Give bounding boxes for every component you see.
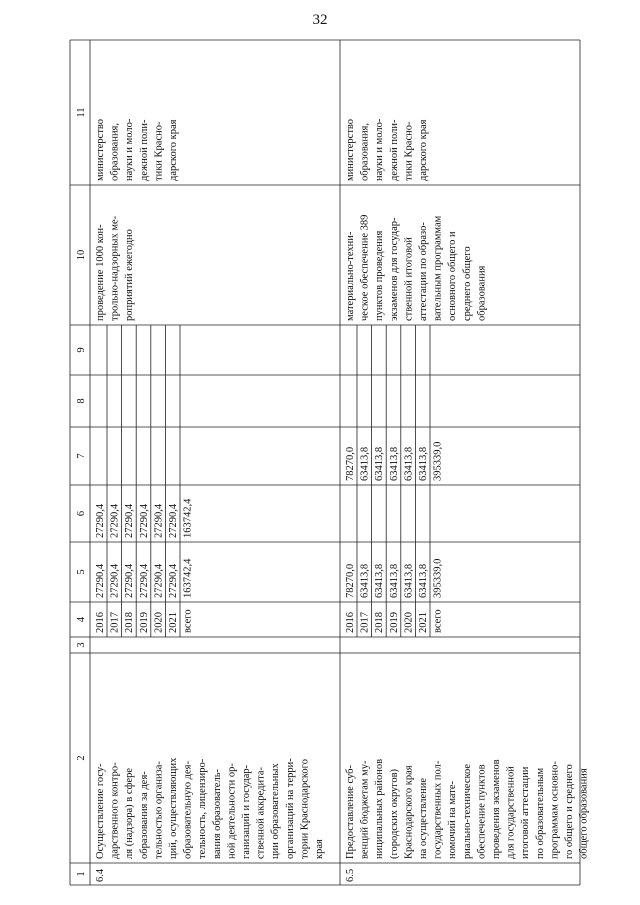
row-6-5-executor-line: министерство [345, 118, 356, 181]
row-6-5-col7-value: 63413,8 [418, 446, 429, 481]
column-header-4: 4 [76, 616, 87, 623]
row-6-4-col5-value: 27290,4 [153, 563, 165, 598]
row-6-5-col7-value: 63413,8 [403, 446, 415, 481]
row-6-4-name-line: тельность, лицензиро- [197, 758, 209, 859]
row-6-4-col6-value: 27290,4 [109, 503, 121, 538]
row-6-4-name-line: ции образовательных [270, 763, 282, 859]
row-6-5-name-line: по образовательным [534, 767, 546, 859]
row-6-5-name-line: программам основно- [549, 761, 561, 859]
row-6-4-name-line: тельностью организа- [153, 761, 165, 859]
row-6-5-col5-value: 63413,8 [403, 563, 415, 598]
row-6-4-col6-value: 27290,4 [124, 503, 136, 538]
row-6-4-name-line: организаций на терри- [284, 758, 296, 859]
column-header-1: 1 [76, 871, 87, 877]
row-6-4-year: 2017 [109, 612, 121, 633]
row-6-5-name-line: (городских округов) [388, 768, 400, 859]
column-header-2: 2 [76, 755, 87, 761]
row-6-4-year: 2021 [168, 612, 179, 633]
budget-table [40, 0, 600, 905]
row-6-5-year: 2021 [418, 612, 429, 633]
row-6-5-col5-value: 63413,8 [418, 563, 429, 598]
row-6-5-col7-value: 63413,8 [388, 446, 400, 481]
row-6-4-name-line: Осуществление госу- [95, 763, 106, 859]
column-header-3: 3 [76, 642, 87, 648]
column-header-10: 10 [76, 249, 87, 261]
row-6-5-name-line: общего образования [578, 768, 590, 859]
column-header-11: 11 [76, 107, 87, 118]
row-6-4-name-line: вания образователь- [211, 769, 223, 859]
row-6-5-name-line: номочий на мате- [447, 780, 459, 859]
row-6-5-result-line: ческое обеспечение 389 [359, 214, 371, 321]
row-6-4-name-line: ций, осуществляющих [168, 757, 179, 859]
row-6-4-year: 2018 [124, 612, 136, 633]
row-6-4-name-line: образовательную дея- [182, 761, 194, 859]
row-6-5-executor-line: тики Красно- [403, 121, 415, 181]
row-6-5-col7-value: 63413,8 [374, 446, 386, 481]
row-6-4-name-line: тории Краснодарского [299, 759, 311, 859]
row-6-5-year: 2016 [345, 612, 356, 633]
row-6-5-col5-value: 78270,0 [345, 563, 356, 598]
row-6-5-col5-value: 395339,0 [432, 558, 444, 598]
row-6-5-name-line: ниципальных районов [374, 758, 386, 859]
row-6-5-name-line: государственных пол- [432, 760, 444, 859]
row-6-5-name-line: на осуществление [418, 777, 429, 859]
row-6-4-executor-line: науки и моло- [124, 118, 136, 181]
row-6-5-year: 2019 [388, 612, 400, 633]
row-6-4-executor-line: тики Красно- [153, 121, 165, 181]
row-6-4-col5-value: 27290,4 [168, 563, 179, 598]
column-header-7: 7 [76, 453, 87, 459]
column-header-8: 8 [76, 398, 87, 404]
row-6-5-col7-value: 78270,0 [345, 446, 356, 481]
column-header-9: 9 [76, 347, 87, 353]
row-6-5-year: 2017 [359, 612, 371, 633]
row-6-5-executor-line: дарского края [418, 119, 429, 181]
row-6-4-col5-value: 27290,4 [109, 563, 121, 598]
row-6-4-year: всего [182, 609, 194, 633]
row-6-5-result-line: среднего общего [461, 246, 473, 321]
row-6-5-col5-value: 63413,8 [388, 563, 400, 598]
row-6-4-name-line: ганизаций и государ- [241, 764, 252, 859]
row-6-4-col5-value: 163742,4 [182, 558, 194, 598]
row-6-5-executor-line: науки и моло- [374, 118, 386, 181]
row-6-5-col5-value: 63413,8 [374, 563, 386, 598]
row-6-4-col6-value: 27290,4 [138, 503, 150, 538]
column-header-6: 6 [76, 510, 87, 517]
row-6-4-name-line: образования за дея- [138, 771, 150, 859]
row-6-4-col6-value: 27290,4 [168, 503, 179, 538]
row-6-5-result-line: вательным программам [432, 215, 444, 321]
row-6-5-name-line: Предоставление суб- [345, 765, 356, 859]
row-6-4-col5-value: 27290,4 [95, 563, 106, 598]
row-6-5-name-line: проведения экзаменов [491, 759, 502, 859]
row-6-5-col7-value: 63413,8 [359, 446, 371, 481]
row-6-4-col6-value: 163742,4 [182, 498, 194, 538]
row-6-5-name-line: для государственной [505, 766, 517, 859]
row-6-4-col5-value: 27290,4 [124, 563, 136, 598]
row-6-5-executor-line: образования, [359, 122, 371, 181]
row-6-4-year: 2019 [138, 612, 150, 633]
row-6-5-executor-line: дежной поли- [388, 119, 400, 181]
row-6-5-year: 2018 [374, 612, 386, 633]
row-6-4-col6-value: 27290,4 [95, 503, 106, 538]
row-6-4-executor-line: дежной поли- [138, 119, 150, 181]
row-6-5-year: 2020 [403, 612, 415, 633]
row-6-4-number: 6.4 [95, 868, 106, 882]
row-6-5-col5-value: 63413,8 [359, 563, 371, 598]
row-6-5-name-line: итоговой аттестации [520, 766, 532, 859]
row-6-4-year: 2020 [153, 612, 165, 633]
row-6-5-result-line: аттестации по образо- [418, 222, 429, 321]
row-6-4-name-line: дарственного контро- [109, 762, 121, 859]
row-6-5-name-line: Краснодарского края [403, 765, 415, 859]
row-6-5-name-line: обеспечение пунктов [476, 764, 488, 859]
row-6-5-result-line: пунктов проведения [374, 230, 386, 321]
row-6-5-result-line: экзаменов для государ- [388, 217, 400, 321]
row-6-4-col5-value: 27290,4 [138, 563, 150, 598]
row-6-5-result-line: образования [476, 265, 488, 321]
row-6-5-number: 6.5 [345, 868, 356, 882]
row-6-4-name-line: ственной аккредита- [255, 766, 267, 859]
row-6-4-name-line: ля (надзора) в сфере [124, 767, 136, 859]
row-6-5-name-line: риально-техническое [461, 763, 473, 859]
row-6-4-year: 2016 [95, 612, 106, 633]
row-6-5-name-line: венций бюджетам му- [359, 760, 371, 859]
row-6-4-result-line: трольно-надзорных ме- [109, 215, 121, 321]
row-6-4-name-line: ной деятельности ор- [226, 763, 238, 859]
row-6-5-result-line: материально-техни- [345, 231, 356, 321]
row-6-4-executor-line: дарского края [168, 119, 179, 181]
row-6-4-executor-line: министерство [95, 118, 106, 181]
row-6-4-result-line: проведение 1000 кон- [95, 224, 106, 321]
row-6-5-year: всего [432, 609, 444, 633]
row-6-5-result-line: ственной итоговой [403, 237, 415, 321]
row-6-5-result-line: основного общего и [447, 231, 459, 321]
row-6-4-executor-line: образования, [109, 122, 121, 181]
row-6-4-col6-value: 27290,4 [153, 503, 165, 538]
row-6-4-result-line: роприятий ежегодно [124, 229, 136, 321]
page-number: 32 [312, 12, 328, 28]
row-6-4-name-line: края [314, 839, 325, 859]
row-6-5-name-line: го общего и среднего [564, 764, 575, 859]
column-header-5: 5 [76, 569, 87, 575]
row-6-5-col7-value: 395339,0 [432, 441, 444, 481]
